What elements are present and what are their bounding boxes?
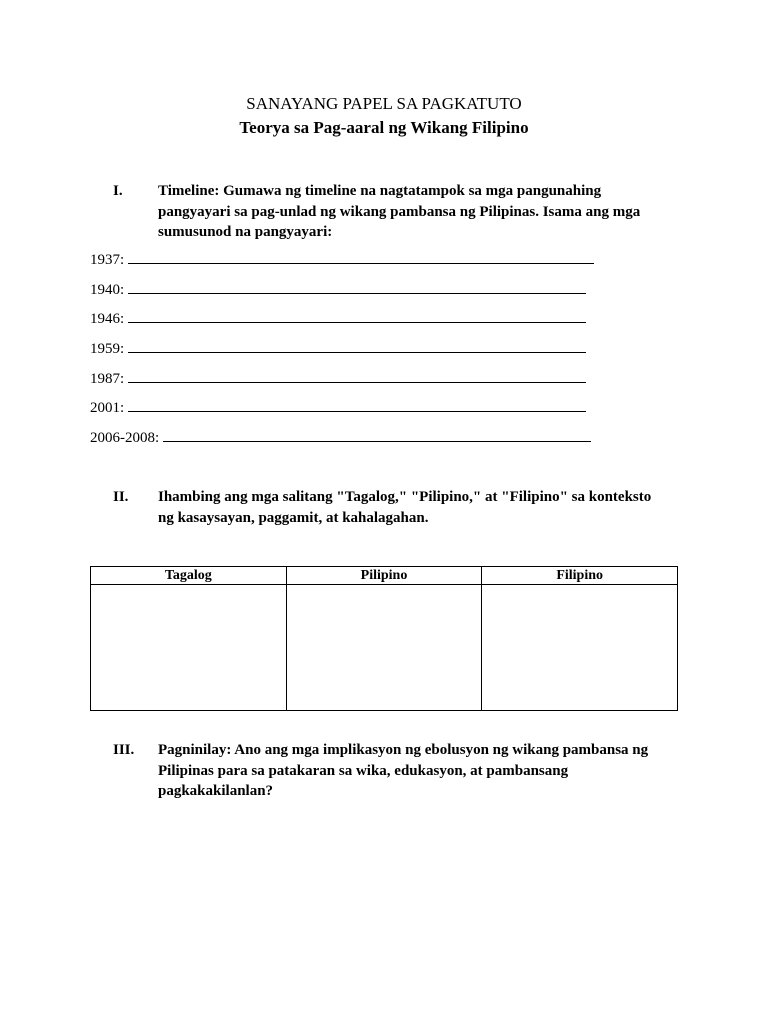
timeline-answer-line[interactable] bbox=[128, 251, 594, 264]
table-header-tagalog: Tagalog bbox=[91, 567, 287, 585]
timeline-row-1946 bbox=[90, 310, 586, 328]
table-cell-tagalog[interactable] bbox=[91, 585, 287, 711]
comparison-table bbox=[90, 566, 678, 711]
timeline-row-1940 bbox=[90, 281, 586, 299]
timeline-answer-line[interactable] bbox=[128, 310, 586, 323]
section-3-number: III. bbox=[113, 742, 135, 758]
timeline-row-1937 bbox=[90, 251, 594, 269]
table-header-pilipino: Pilipino bbox=[286, 567, 482, 585]
timeline-row-1987 bbox=[90, 370, 586, 388]
section-3-question: Pagninilay: Ano ang mga implikasyon ng ebolusyon ng wikang pambansa ng Pilipinas para sa patakaran sa wika, edukasyon, at pambansang pagkakakilanlan? bbox=[158, 742, 649, 799]
timeline-year-label: 1940: bbox=[90, 282, 125, 298]
table-row bbox=[91, 585, 678, 711]
table-header-filipino: Filipino bbox=[482, 567, 678, 585]
worksheet-title: SANAYANG PAPEL SA PAGKATUTO bbox=[246, 94, 522, 113]
timeline-answer-line[interactable] bbox=[128, 399, 586, 412]
timeline-answer-line[interactable] bbox=[128, 281, 586, 294]
timeline-year-label: 1987: bbox=[90, 371, 125, 387]
timeline-year-label: 2001: bbox=[90, 400, 125, 416]
section-2-number: II. bbox=[113, 489, 129, 505]
timeline-year-label: 1946: bbox=[90, 311, 125, 327]
section-1-number: I. bbox=[113, 183, 123, 199]
table-cell-pilipino[interactable] bbox=[286, 585, 482, 711]
timeline-row-2006-2008 bbox=[90, 429, 591, 447]
timeline-answer-line[interactable] bbox=[128, 340, 586, 353]
table-header-row bbox=[91, 567, 678, 585]
section-1-instructions: Timeline: Gumawa ng timeline na nagtatampok sa mga pangunahing pangyayari sa pag-unlad ng wikang pambansa ng Pilipinas. Isama ang mga sumusunod na pangyayari: bbox=[158, 183, 641, 240]
timeline-answer-line[interactable] bbox=[163, 429, 591, 442]
timeline-year-label: 2006-2008: bbox=[90, 430, 160, 446]
worksheet-subtitle: Teorya sa Pag-aaral ng Wikang Filipino bbox=[239, 118, 529, 137]
timeline-row-2001 bbox=[90, 399, 586, 417]
timeline-year-label: 1937: bbox=[90, 252, 125, 268]
timeline-year-label: 1959: bbox=[90, 341, 125, 357]
timeline-row-1959 bbox=[90, 340, 586, 358]
table-cell-filipino[interactable] bbox=[482, 585, 678, 711]
section-2-instructions: Ihambing ang mga salitang "Tagalog," "Pilipino," at "Filipino" sa konteksto ng kasaysayan, paggamit, at kahalagahan. bbox=[158, 489, 652, 526]
timeline-answer-line[interactable] bbox=[128, 370, 586, 383]
